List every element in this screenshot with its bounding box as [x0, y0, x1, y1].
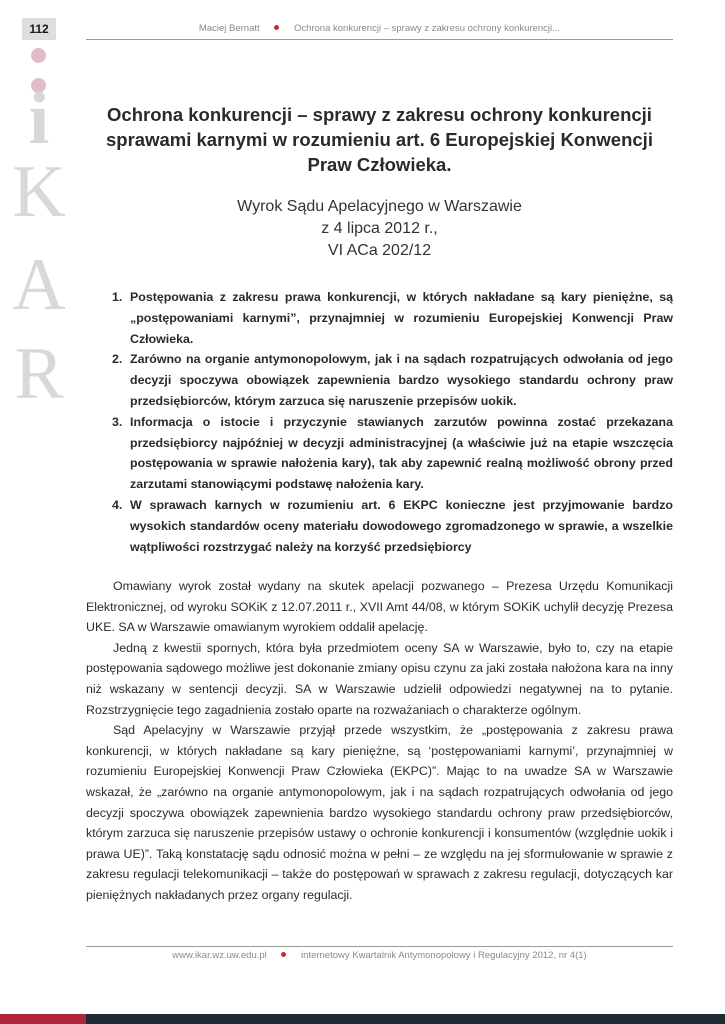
thesis-number: 4. — [112, 497, 123, 512]
thesis-item — [112, 287, 673, 349]
page-number: 112 — [22, 18, 56, 40]
verdict-court: Wyrok Sądu Apelacyjnego w Warszawie — [237, 198, 522, 215]
thesis-item — [112, 349, 673, 411]
thesis-number: 3. — [112, 414, 123, 429]
thesis-text: Zarówno na organie antymonopolowym, jak i na sądach rozpatrujących odwołania od jego decyzji spoczywa obowiązek zapewnienia bardzo wysokiego standardu ochrony praw przedsiębiorców, którym zarzuca się naruszenie przepisów uokik. — [130, 352, 673, 408]
bottom-bar-accent — [0, 1014, 86, 1024]
bullet-icon — [274, 25, 279, 30]
bottom-bar-dark — [86, 1014, 725, 1024]
thesis-text: Postępowania z zakresu prawa konkurencji, w których nakładane są kary pieniężne, są „postępowaniami karnymi”, przynajmniej w rozumieniu Europejskiej Konwencji Praw Człowieka. — [130, 290, 673, 346]
bullet-icon — [281, 952, 286, 957]
page-footer — [86, 946, 673, 961]
thesis-number: 2. — [112, 352, 123, 367]
theses-list — [112, 287, 673, 557]
footer-journal: internetowy Kwartalnik Antymonopolowy i Regulacyjny 2012, nr 4(1) — [301, 950, 587, 961]
thesis-text: W sprawach karnych w rozumieniu art. 6 EKPC konieczne jest przyjmowanie bardzo wysokich standardów oceny materiału dowodowego zgromadzonego w sprawie, a wszelkie wątpliwości rozstrzygać należy na korzyść przedsiębiorcy — [130, 497, 673, 554]
header-running-title: Ochrona konkurencji – sprawy z zakresu ochrony konkurencji... — [293, 23, 561, 34]
logo-letter-i: i — [28, 78, 50, 160]
body-paragraph: Sąd Apelacyjny w Warszawie przyjął przede wszystkim, że „postępowania z zakresu prawa konkurencji, w których nakładane są kary pieniężne, są ‘postępowaniami karnymi’, przynajmniej w rozumieniu Europejskiej Konwencji Praw Człowieka (EKPC)”. Mając to na uwadze SA w Warszawie wskazał, że „zarówno na organie antymonopolowym, jak i na sądach rozpatrujących odwołania od jego decyzji spoczywa obowiązek zapewnienia bardzo wysokiego standardu ochrony praw przedsiębiorców, którym zarzuca się naruszenie przepisów ustawy o ochronie konkurencji i konsumentów (względnie uokik i prawa UE)”. Taką konstatację sądu odnosić można w pełni – ze względu na jej sformułowanie w sprawie z zakresu regulacji telekomunikacji – także do postępowań w sprawach z zakresu regulacji, dotyczących kar pieniężnych nakładanych przez organy regulacji. — [86, 723, 673, 902]
logo-letter-r: R — [14, 333, 64, 415]
verdict-block — [86, 196, 673, 262]
thesis-text: Informacja o istocie i przyczynie stawianych zarzutów powinna zostać przekazana przedsiębiorcy najpóźniej w decyzji administracyjnej (a właściwie już na etapie wszczęcia postępowania w sprawie nałożenia kary), tak aby zapewnić realną możliwość obrony przed zarzutami stanowiącymi podstawę nałożenia kary. — [130, 414, 673, 492]
thesis-item — [112, 495, 673, 557]
footer-url[interactable]: www.ikar.wz.uw.edu.pl — [172, 950, 267, 961]
verdict-case-number: VI ACa 202/12 — [327, 242, 432, 259]
body-paragraph: Omawiany wyrok został wydany na skutek apelacji pozwanego – Prezesa Urzędu Komunikacji Elektronicznej, od wyroku SOKiK z 12.07.2011 r., XVII Amt 44/08, w którym SOKiK uchylił decyzję Prezesa UKE. SA w Warszawie omawianym wyrokiem oddalił apelację. — [86, 579, 673, 635]
logo-letter-a: A — [12, 244, 66, 326]
logo-dot-top — [31, 48, 46, 63]
body-text — [86, 576, 673, 906]
running-header — [86, 23, 673, 40]
thesis-item — [112, 412, 673, 495]
header-author: Maciej Bernatt — [198, 23, 260, 34]
body-paragraph: Jedną z kwestii spornych, która była przedmiotem oceny SA w Warszawie, było to, czy na etapie postępowania sądowego możliwe jest dokonanie zmiany opisu czynu za jaki została nałożona kara na inny niż wskazany w sentencji decyzji. SA w Warszawie udzielił odpowiedzi negatywnej na to pytanie. Rozstrzygnięcie tego zagadnienia zostało oparte na rozważaniach o charakterze ogólnym. — [86, 640, 673, 717]
article-title: Ochrona konkurencji – sprawy z zakresu ochrony konkurencji sprawami karnymi w rozumieniu art. 6 Europejskiej Konwencji Praw Człowieka. — [106, 104, 653, 175]
logo-letter-k: K — [12, 151, 66, 233]
verdict-date: z 4 lipca 2012 r., — [321, 220, 438, 237]
thesis-number: 1. — [112, 290, 123, 304]
